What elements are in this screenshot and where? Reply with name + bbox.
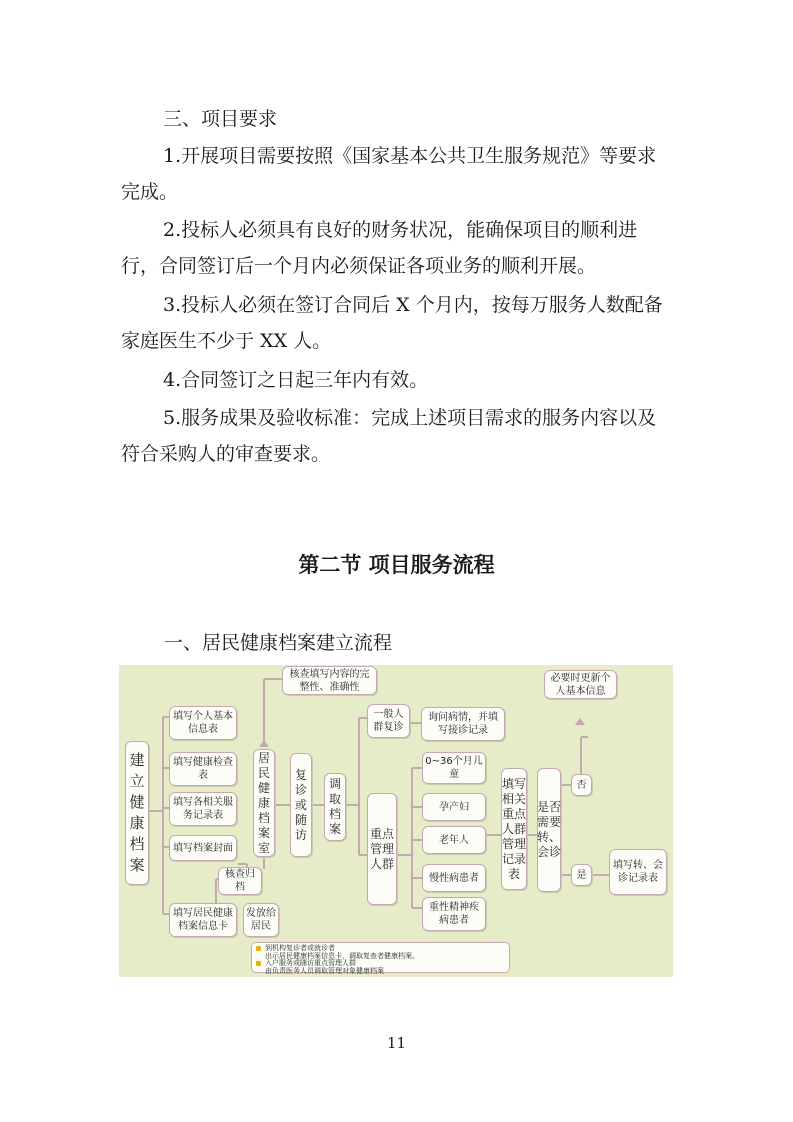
flow-fill-service-records: 填写各相关服务记录表 [169,792,237,826]
flow-fill-health-exam: 填写健康检查表 [169,752,237,786]
flow-fill-cover: 填写档案封面 [169,835,237,861]
subsection-title: 一、居民健康档案建立流程 [164,632,393,654]
note-line-1: 到机构复诊者或就诊者 [265,944,335,952]
flow-archive-room: 居民健康档案室 [253,749,275,857]
requirement-item-2: 2.投标人必须具有良好的财务状况，能确保项目的顺利进行，合同签订后一个月内必须保证各项业务的顺利开展。 [121,219,638,277]
flow-check-archive: 核查归档 [218,867,262,895]
flow-update-basic-info: 必要时更新个人基本信息 [544,670,617,699]
note-line-2: 出示居民健康档案信息卡，调取复查者健康档案。 [265,951,419,960]
flow-key-population: 重点管理人群 [367,793,397,905]
flow-note [251,942,510,973]
flow-build-record: 建立健康档案 [125,741,149,885]
requirement-item-3: 3.投标人必须在签订合同后 X 个月内，按每万服务人数配备家庭医生不少于 XX 人。 [121,294,663,352]
requirement-item-5: 5.服务成果及验收标准：完成上述项目需求的服务内容以及符合采购人的审查要求。 [121,407,657,465]
flow-elderly: 老年人 [422,826,486,854]
flow-inquire-condition: 询问病情，并填写接诊记录 [421,707,505,741]
section-title: 第二节 项目服务流程 [298,553,495,577]
note-line-4: 由负责医务人员调取管理对象健康档案 [265,966,384,975]
page-number: 11 [386,1034,407,1052]
flow-child-0-36: 0~36个月儿童 [422,752,486,784]
flow-branch-yes: 是 [571,864,592,886]
flow-verify-completeness: 核查填写内容的完整性、准确性 [282,666,377,695]
requirement-item-4: 4.合同签订之日起三年内有效。 [163,369,429,391]
health-record-flowchart [119,665,673,977]
flow-fill-referral-record: 填写转、会诊记录表 [609,849,667,895]
flow-mental-illness: 重性精神疾病患者 [422,897,486,931]
flow-chronic-patient: 慢性病患者 [422,864,486,892]
flow-retrieve-record: 调取档案 [324,773,346,841]
flow-pregnant: 孕产妇 [422,793,486,821]
flow-fill-key-record: 填写相关重点人群管理记录表 [501,768,527,890]
section-three-heading: 三、项目要求 [163,108,278,130]
note-line-3: 入户服务或随访重点管理人群 [265,959,356,967]
flow-revisit-followup: 复诊或随访 [290,753,312,857]
flow-issue-to-resident: 发放给居民 [243,903,279,937]
flow-general-population: 一般人群复诊 [367,704,410,738]
requirement-item-1: 1.开展项目需要按照《国家基本公共卫生服务规范》等要求完成。 [121,145,657,203]
flow-fill-basic-info: 填写个人基本信息表 [169,706,237,740]
bullet-icon [256,946,261,951]
bullet-icon [256,961,261,966]
flow-fill-info-card: 填写居民健康档案信息卡 [169,903,237,937]
flow-need-referral: 是否需要转、会诊 [537,768,561,892]
flow-branch-no: 否 [571,774,592,796]
